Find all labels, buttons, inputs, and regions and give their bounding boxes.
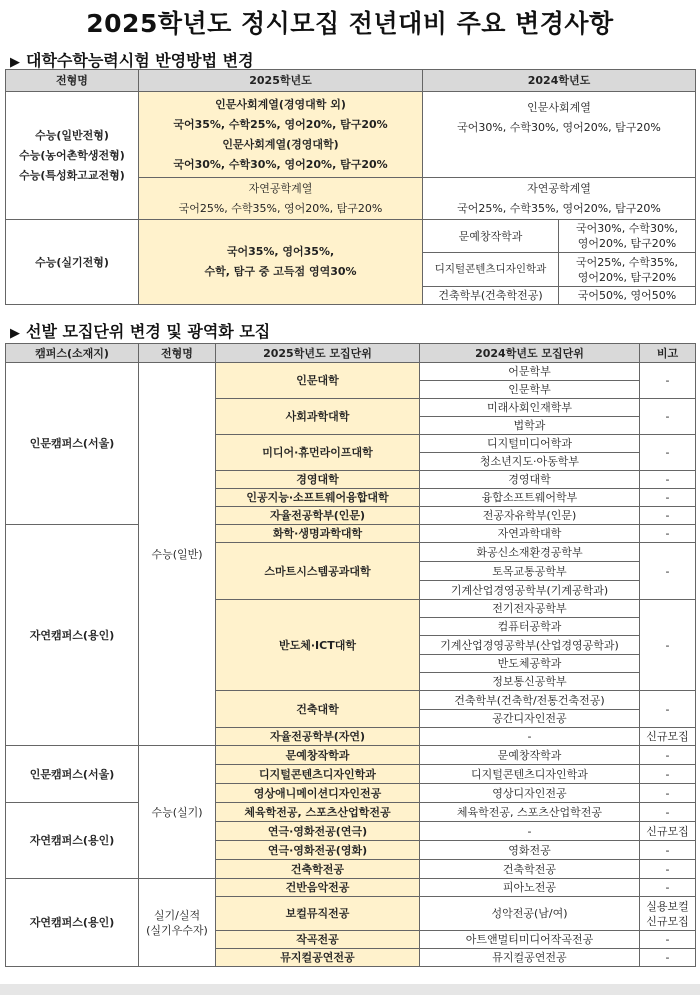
unit-2024: 영화전공 [420, 841, 640, 860]
unit-2024: 반도체공학과 [420, 655, 640, 673]
note-line: 신규모집 [646, 914, 689, 928]
note-cell: - [640, 803, 696, 822]
col-header-type: 전형명 [6, 70, 139, 92]
unit-2025: 건반음악전공 [216, 879, 420, 897]
note-cell: - [640, 860, 696, 879]
dept-2024: 문예창작학과 [423, 220, 559, 253]
unit-2025: 자율전공학부(자연) [216, 728, 420, 746]
section2-heading-text: 선발 모집단위 변경 및 광역화 모집 [26, 322, 271, 341]
unit-2024: 정보통신공학부 [420, 673, 640, 691]
exam-type-cell [139, 879, 216, 967]
ratio-line: 국어25%, 수학35%, 영어20%, 탐구20% [457, 201, 661, 215]
note-cell: - [640, 507, 696, 525]
exam-type-line: 실기/실적 [153, 908, 201, 922]
unit-2025: 자율전공학부(인문) [216, 507, 420, 525]
note-cell: - [640, 746, 696, 765]
triangle-bullet-icon: ▶ [10, 55, 20, 70]
exam-type-label: 수능(일반전형) [35, 128, 109, 142]
unit-2024: 뮤지컬공연전공 [420, 949, 640, 967]
ratio-line: 국어35%, 영어35%, [226, 245, 335, 258]
unit-2025: 문예창작학과 [216, 746, 420, 765]
ratio-line: 인문사회계열(경영대학) [222, 137, 339, 151]
ratio-line: 자연공학계열 [248, 181, 313, 195]
note-cell: - [640, 363, 696, 399]
ratio-line: 영어20%, 탐구20% [577, 270, 677, 284]
unit-2025: 인공지능·소프트웨어융합대학 [216, 489, 420, 507]
unit-2024: 문예창작학과 [420, 746, 640, 765]
unit-2024: 아트앤멀티미디어작곡전공 [420, 931, 640, 949]
dept-2024: 디지털콘텐츠디자인학과 [423, 253, 559, 287]
campus-cell: 자연캠퍼스(용인) [6, 879, 139, 967]
exam-type-practical: 수능(실기전형) [6, 220, 139, 305]
unit-2025: 스마트시스템공과대학 [216, 543, 420, 600]
note-cell: - [640, 600, 696, 691]
unit-2025: 미디어·휴먼라이프대학 [216, 435, 420, 471]
ratio-2025-humanities [139, 92, 423, 178]
note-line: 실용보컬 [646, 899, 689, 913]
recruitment-unit-table [5, 343, 696, 967]
dept-2024: 건축학부(건축학전공) [423, 287, 559, 305]
unit-2024: 피아노전공 [420, 879, 640, 897]
unit-2024: 어문학부 [420, 363, 640, 381]
section1-heading-text: 대학수학능력시험 반영방법 변경 [26, 51, 254, 70]
unit-2024: 화공신소재환경공학부 [420, 543, 640, 562]
exam-type-cell: 수능(일반) [139, 363, 216, 746]
unit-2025: 화학·생명과학대학 [216, 525, 420, 543]
ratio-2024-dept [559, 220, 696, 253]
unit-2025: 작곡전공 [216, 931, 420, 949]
unit-2024: 자연과학대학 [420, 525, 640, 543]
unit-2025: 뮤지컬공연전공 [216, 949, 420, 967]
campus-cell: 인문캠퍼스(서울) [6, 363, 139, 525]
ratio-line: 국어30%, 수학30%, [576, 222, 678, 235]
ratio-line: 국어30%, 수학30%, 영어20%, 탐구20% [173, 157, 388, 171]
unit-2024: 전공자유학부(인문) [420, 507, 640, 525]
unit-2024: 디지털미디어학과 [420, 435, 640, 453]
ratio-line: 국어25%, 수학35%, [576, 255, 678, 269]
ratio-2024-science [423, 178, 696, 220]
unit-2024: 건축학부(건축학/전통건축전공) [420, 691, 640, 710]
unit-2025: 연극·영화전공(영화) [216, 841, 420, 860]
ratio-line: 인문사회계열(경영대학 외) [215, 97, 346, 111]
unit-2024: 융합소프트웨어학부 [420, 489, 640, 507]
unit-2025: 건축학전공 [216, 860, 420, 879]
col-header-2025: 2025학년도 [139, 70, 423, 92]
unit-2025: 보컬뮤직전공 [216, 897, 420, 931]
unit-2024: 토목교통공학부 [420, 562, 640, 581]
exam-type-cell: 수능(실기) [139, 746, 216, 879]
note-cell: - [640, 949, 696, 967]
unit-2025: 연극·영화전공(연극) [216, 822, 420, 841]
section1-heading [10, 48, 254, 71]
campus-cell: 인문캠퍼스(서울) [6, 746, 139, 803]
ratio-line: 국어35%, 수학25%, 영어20%, 탐구20% [173, 117, 388, 131]
unit-2024: 인문학부 [420, 381, 640, 399]
col-header-type: 전형명 [139, 344, 216, 363]
unit-2024: 경영대학 [420, 471, 640, 489]
note-cell: - [640, 784, 696, 803]
unit-2024: 기계산업경영공학부(기계공학과) [420, 581, 640, 600]
unit-2024: 건축학전공 [420, 860, 640, 879]
triangle-bullet-icon: ▶ [10, 326, 20, 341]
ratio-line: 자연공학계열 [527, 181, 591, 195]
unit-2024: 영상디자인전공 [420, 784, 640, 803]
unit-2024: 전기전자공학부 [420, 600, 640, 618]
col-header-2024: 2024학년도 [423, 70, 696, 92]
ratio-2025-science [139, 178, 423, 220]
note-cell: - [640, 543, 696, 600]
note-cell: 신규모집 [640, 728, 696, 746]
note-cell: - [640, 525, 696, 543]
unit-2024: 디지털콘텐츠디자인학과 [420, 765, 640, 784]
col-header-note: 비고 [640, 344, 696, 363]
csat-method-table [5, 69, 696, 305]
unit-2024: - [420, 822, 640, 841]
campus-cell: 자연캠퍼스(용인) [6, 803, 139, 879]
unit-2025: 사회과학대학 [216, 399, 420, 435]
note-cell: - [640, 489, 696, 507]
unit-2025: 영상애니메이션디자인전공 [216, 784, 420, 803]
ratio-2024-dept: 국어50%, 영어50% [559, 287, 696, 305]
unit-2025: 체육학전공, 스포츠산업학전공 [216, 803, 420, 822]
exam-type-label: 수능(특성화고교전형) [19, 168, 125, 182]
note-cell: - [640, 399, 696, 435]
section2-heading [10, 319, 270, 342]
ratio-line: 수학, 탐구 중 고득점 영역30% [204, 265, 357, 278]
ratio-line: 국어30%, 수학30%, 영어20%, 탐구20% [457, 121, 661, 134]
unit-2024: 공간디자인전공 [420, 710, 640, 728]
col-header-campus: 캠퍼스(소재지) [6, 344, 139, 363]
note-cell [640, 897, 696, 931]
note-cell: - [640, 841, 696, 860]
note-cell: - [640, 691, 696, 728]
ratio-2024-dept [559, 253, 696, 287]
unit-2024: 법학과 [420, 417, 640, 435]
unit-2024: 컴퓨터공학과 [420, 618, 640, 636]
col-header-unit-2025: 2025학년도 모집단위 [216, 344, 420, 363]
exam-type-label: 수능(농어촌학생전형) [19, 148, 125, 162]
note-cell: - [640, 879, 696, 897]
unit-2024: - [420, 728, 640, 746]
unit-2024: 청소년지도·아동학부 [420, 453, 640, 471]
ratio-2024-humanities [423, 92, 696, 178]
note-cell: - [640, 435, 696, 471]
unit-2024: 미래사회인재학부 [420, 399, 640, 417]
exam-type-line: (실기우수자) [146, 923, 208, 937]
ratio-line: 국어25%, 수학35%, 영어20%, 탐구20% [178, 201, 383, 215]
note-cell: - [640, 765, 696, 784]
unit-2025: 반도체·ICT대학 [216, 600, 420, 691]
unit-2025: 인문대학 [216, 363, 420, 399]
unit-2025: 디지털콘텐츠디자인학과 [216, 765, 420, 784]
page-title: 2025학년도 정시모집 전년대비 주요 변경사항 [86, 9, 614, 38]
unit-2025: 건축대학 [216, 691, 420, 728]
campus-cell: 자연캠퍼스(용인) [6, 525, 139, 746]
unit-2024: 체육학전공, 스포츠산업학전공 [420, 803, 640, 822]
ratio-2025-practical [139, 220, 423, 305]
unit-2024: 기계산업경영공학부(산업경영공학과) [420, 636, 640, 655]
unit-2025: 경영대학 [216, 471, 420, 489]
exam-type-general [6, 92, 139, 220]
ratio-line: 영어20%, 탐구20% [577, 237, 677, 250]
col-header-unit-2024: 2024학년도 모집단위 [420, 344, 640, 363]
page-bottom-bar [0, 984, 700, 995]
note-cell: - [640, 471, 696, 489]
note-cell: 신규모집 [640, 822, 696, 841]
ratio-line: 인문사회계열 [527, 101, 591, 114]
unit-2024: 성악전공(남/여) [420, 897, 640, 931]
note-cell: - [640, 931, 696, 949]
